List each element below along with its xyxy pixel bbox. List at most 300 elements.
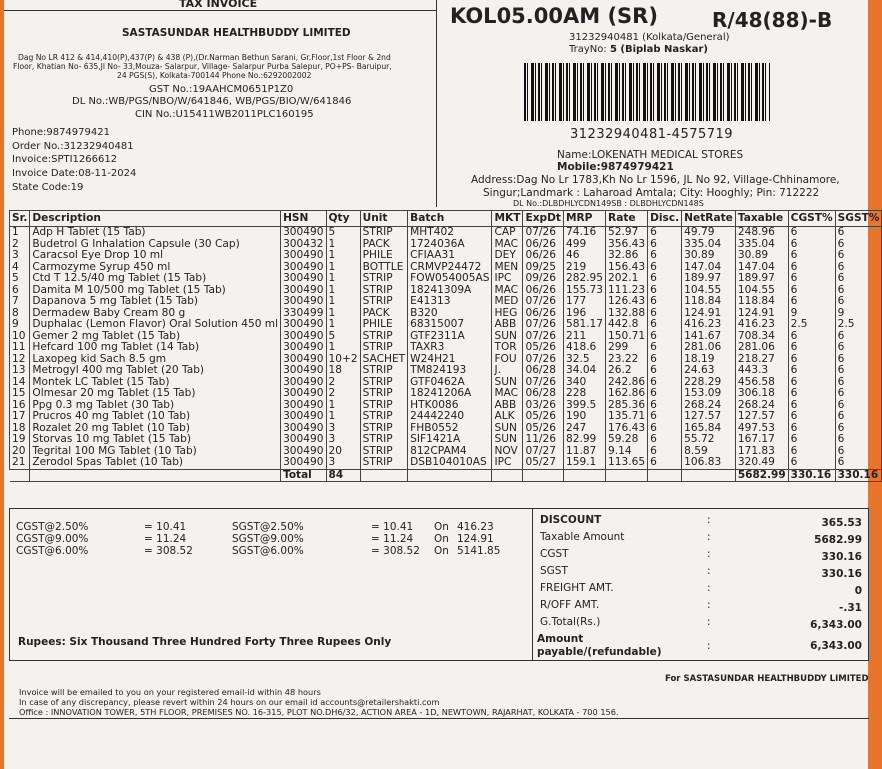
- table-cell: 6: [835, 262, 882, 274]
- column-header: Qty: [326, 211, 360, 227]
- table-cell: 218.27: [735, 354, 788, 366]
- table-cell: 6: [835, 273, 882, 285]
- tax-line-sgst-amt: = 11.24: [371, 533, 414, 545]
- empty-cell: [563, 469, 605, 482]
- colon: :: [707, 514, 711, 526]
- dl-number: DL No.:WB/PGS/NBO/W/641846, WB/PGS/BIO/W/641846: [72, 96, 352, 107]
- total-label: G.Total(Rs.): [540, 616, 601, 628]
- table-cell: 9.14: [606, 446, 648, 458]
- table-cell: 442.8: [606, 319, 648, 331]
- table-cell: MED: [492, 296, 523, 308]
- table-cell: 2.5: [835, 319, 882, 331]
- divider: [532, 508, 533, 660]
- table-cell: 24.63: [682, 365, 736, 377]
- table-cell: 07/26: [523, 296, 564, 308]
- table-cell: 708.34: [735, 331, 788, 343]
- table-cell: STRIP: [360, 285, 408, 297]
- footer-note: Invoice will be emailed to you on your registered email-id within 48 hours: [19, 687, 321, 697]
- table-cell: 6: [648, 308, 682, 320]
- table-cell: STRIP: [360, 342, 408, 354]
- table-cell: 13: [10, 365, 30, 377]
- table-cell: 1: [326, 411, 360, 423]
- table-cell: SUN: [492, 423, 523, 435]
- table-cell: 18241309A: [408, 285, 492, 297]
- table-cell: STRIP: [360, 457, 408, 469]
- table-row: [10, 388, 882, 400]
- cin-number: CIN No.:U15411WB2011PLC160195: [135, 109, 314, 120]
- table-cell: TM824193: [408, 365, 492, 377]
- table-cell: 300490: [281, 365, 326, 377]
- table-cell: 6: [835, 285, 882, 297]
- total-cgst: 330.16: [788, 469, 835, 482]
- table-cell: 104.55: [735, 285, 788, 297]
- amount-in-words: Rupees: Six Thousand Three Hundred Forty Three Rupees Only: [18, 636, 392, 648]
- table-cell: 1: [326, 296, 360, 308]
- invoice-paper: [4, 0, 880, 769]
- table-cell: 16: [10, 400, 30, 412]
- table-cell: 82.99: [563, 434, 605, 446]
- table-cell: 06/26: [523, 250, 564, 262]
- table-cell: 11.87: [563, 446, 605, 458]
- customer-mobile: Mobile:9874979421: [557, 161, 674, 173]
- table-cell: SIF1421A: [408, 434, 492, 446]
- table-cell: STRIP: [360, 365, 408, 377]
- table-cell: 6: [648, 239, 682, 251]
- column-header: Batch: [408, 211, 492, 227]
- table-cell: 156.43: [606, 262, 648, 274]
- table-cell: MEN: [492, 262, 523, 274]
- table-cell: 6: [648, 354, 682, 366]
- table-cell: 07/26: [523, 227, 564, 239]
- total-qty: 84: [326, 469, 360, 482]
- table-cell: 8.59: [682, 446, 736, 458]
- table-row: [10, 457, 882, 469]
- table-cell: 6: [835, 354, 882, 366]
- table-cell: Laxopeg kid Sach 8.5 gm: [30, 354, 281, 366]
- table-cell: 6: [835, 227, 882, 239]
- empty-cell: [492, 469, 523, 482]
- column-header: Unit: [360, 211, 408, 227]
- total-label: SGST: [540, 565, 568, 577]
- total-taxable: 5682.99: [735, 469, 788, 482]
- barcode-text: 31232940481-4575719: [570, 127, 734, 142]
- table-cell: 3: [10, 250, 30, 262]
- table-cell: 141.67: [682, 331, 736, 343]
- table-cell: 74.16: [563, 227, 605, 239]
- total-value: 330.16: [821, 551, 862, 563]
- table-cell: 3: [326, 457, 360, 469]
- table-cell: 6: [648, 273, 682, 285]
- table-cell: 300432: [281, 239, 326, 251]
- table-cell: 6: [835, 411, 882, 423]
- table-cell: 190: [563, 411, 605, 423]
- colon: :: [707, 565, 711, 577]
- phone: Phone:9874979421: [12, 127, 110, 138]
- table-cell: 416.23: [735, 319, 788, 331]
- table-cell: 06/26: [523, 285, 564, 297]
- customer-name: Name:LOKENATH MEDICAL STORES: [557, 149, 744, 161]
- company-address-line: Floor, Khatian No- 635,Jl No- 33,Mouza- Salarpur, Village- Salarpur Purba Salepur, PO+PS- Baruipur,: [13, 62, 392, 71]
- table-cell: 05/26: [523, 342, 564, 354]
- table-cell: 05/26: [523, 423, 564, 435]
- empty-cell: [523, 469, 564, 482]
- total-value: 330.16: [821, 568, 862, 580]
- table-cell: 34.04: [563, 365, 605, 377]
- total-label: CGST: [540, 548, 569, 560]
- table-cell: 1: [326, 239, 360, 251]
- table-cell: TAXR3: [408, 342, 492, 354]
- order-city: 31232940481 (Kolkata/General): [569, 32, 730, 43]
- table-cell: MAC: [492, 285, 523, 297]
- total-value: 5682.99: [814, 534, 862, 546]
- table-row: [10, 365, 882, 377]
- table-cell: 300490: [281, 250, 326, 262]
- table-cell: 49.79: [682, 227, 736, 239]
- tax-line-cgst: CGST@9.00%: [16, 533, 89, 545]
- table-cell: 418.6: [563, 342, 605, 354]
- tax-line-on-amt: 124.91: [457, 533, 494, 545]
- amount-payable-label: Amount: [537, 633, 584, 645]
- table-cell: 6: [788, 388, 835, 400]
- table-cell: 6: [788, 434, 835, 446]
- table-cell: 159.1: [563, 457, 605, 469]
- table-cell: Damita M 10/500 mg Tablet (15 Tab): [30, 285, 281, 297]
- table-cell: 282.95: [563, 273, 605, 285]
- table-cell: 26.2: [606, 365, 648, 377]
- table-cell: 11/26: [523, 434, 564, 446]
- table-cell: 306.18: [735, 388, 788, 400]
- table-cell: 55.72: [682, 434, 736, 446]
- table-cell: 6: [788, 457, 835, 469]
- table-cell: MAC: [492, 388, 523, 400]
- column-header: Taxable: [735, 211, 788, 227]
- table-cell: 228.29: [682, 377, 736, 389]
- table-cell: 8: [10, 308, 30, 320]
- table-cell: 126.43: [606, 296, 648, 308]
- items-table: [9, 210, 882, 482]
- table-cell: 7: [10, 296, 30, 308]
- table-cell: 6: [10, 285, 30, 297]
- table-cell: 1: [326, 285, 360, 297]
- table-cell: Carmozyme Syrup 450 ml: [30, 262, 281, 274]
- table-cell: 07/26: [523, 377, 564, 389]
- company-address-line: 24 PGS(S), Kolkata-700144 Phone No.:6292002002: [117, 71, 312, 80]
- table-row: [10, 342, 882, 354]
- table-cell: 300490: [281, 285, 326, 297]
- table-cell: 176.43: [606, 423, 648, 435]
- table-cell: PHILE: [360, 250, 408, 262]
- for-company: For SASTASUNDAR HEALTHBUDDY LIMITED: [665, 674, 869, 684]
- table-cell: 300490: [281, 227, 326, 239]
- table-cell: 6: [835, 400, 882, 412]
- table-cell: 299: [606, 342, 648, 354]
- table-cell: 20: [10, 446, 30, 458]
- table-cell: HTK0086: [408, 400, 492, 412]
- table-cell: 127.57: [682, 411, 736, 423]
- table-cell: 211: [563, 331, 605, 343]
- tax-line-on: On: [434, 545, 449, 557]
- table-cell: 21: [10, 457, 30, 469]
- table-row: [10, 296, 882, 308]
- table-cell: STRIP: [360, 273, 408, 285]
- table-cell: 268.24: [682, 400, 736, 412]
- tax-line-on-amt: 416.23: [457, 521, 494, 533]
- table-cell: 10+2: [326, 354, 360, 366]
- table-cell: 6: [835, 434, 882, 446]
- table-cell: 6: [788, 423, 835, 435]
- table-cell: 281.06: [735, 342, 788, 354]
- tax-line-on-amt: 5141.85: [457, 545, 501, 557]
- table-cell: 6: [835, 342, 882, 354]
- table-cell: 153.09: [682, 388, 736, 400]
- barcode: [524, 63, 770, 121]
- table-cell: SUN: [492, 434, 523, 446]
- colon: :: [707, 640, 711, 652]
- column-header: NetRate: [682, 211, 736, 227]
- table-cell: 118.84: [682, 296, 736, 308]
- table-cell: 5: [10, 273, 30, 285]
- table-cell: 06/28: [523, 388, 564, 400]
- table-cell: 1: [326, 342, 360, 354]
- table-cell: MHT402: [408, 227, 492, 239]
- table-cell: STRIP: [360, 331, 408, 343]
- table-cell: 189.97: [735, 273, 788, 285]
- table-cell: 6: [788, 377, 835, 389]
- tax-line-cgst: CGST@6.00%: [16, 545, 89, 557]
- table-cell: 12: [10, 354, 30, 366]
- table-cell: STRIP: [360, 377, 408, 389]
- table-cell: Storvas 10 mg Tablet (15 Tab): [30, 434, 281, 446]
- table-cell: GTF0462A: [408, 377, 492, 389]
- table-cell: W24H21: [408, 354, 492, 366]
- divider: [9, 508, 869, 509]
- tax-line-sgst: SGST@2.50%: [232, 521, 304, 533]
- table-cell: 32.5: [563, 354, 605, 366]
- table-cell: 6: [788, 227, 835, 239]
- table-cell: 5: [326, 331, 360, 343]
- table-cell: STRIP: [360, 227, 408, 239]
- table-cell: 177: [563, 296, 605, 308]
- table-cell: FOW054005AS: [408, 273, 492, 285]
- column-header: MKT: [492, 211, 523, 227]
- table-cell: 14: [10, 377, 30, 389]
- table-cell: E41313: [408, 296, 492, 308]
- tax-line-sgst-amt: = 10.41: [371, 521, 414, 533]
- table-cell: STRIP: [360, 296, 408, 308]
- route-code: KOL05.00AM (SR): [450, 4, 658, 28]
- table-cell: 2.5: [788, 319, 835, 331]
- table-cell: 6: [648, 400, 682, 412]
- table-cell: 07/27: [523, 446, 564, 458]
- empty-cell: [648, 469, 682, 482]
- table-cell: 124.91: [735, 308, 788, 320]
- table-cell: ABB: [492, 400, 523, 412]
- table-cell: 155.73: [563, 285, 605, 297]
- table-cell: 6: [648, 411, 682, 423]
- table-cell: 6: [648, 296, 682, 308]
- table-cell: 456.58: [735, 377, 788, 389]
- table-cell: 59.28: [606, 434, 648, 446]
- table-cell: 6: [648, 262, 682, 274]
- total-value: 0: [854, 585, 862, 597]
- divider: [9, 508, 10, 660]
- table-cell: 6: [835, 423, 882, 435]
- table-cell: 3: [326, 423, 360, 435]
- table-cell: 52.97: [606, 227, 648, 239]
- table-cell: 300490: [281, 262, 326, 274]
- table-cell: 18.19: [682, 354, 736, 366]
- table-cell: CFIAA31: [408, 250, 492, 262]
- customer-dl: DL No.:DLBDHLYCDN149SB : DLBDHLYCDN148S: [513, 199, 704, 208]
- table-cell: 6: [648, 285, 682, 297]
- table-cell: 281.06: [682, 342, 736, 354]
- table-cell: 1: [326, 273, 360, 285]
- table-row: [10, 273, 882, 285]
- column-header: Sr.: [10, 211, 30, 227]
- divider: [4, 10, 436, 11]
- table-cell: 202.1: [606, 273, 648, 285]
- table-cell: SUN: [492, 377, 523, 389]
- table-cell: Tegrital 100 MG Tablet (10 Tab): [30, 446, 281, 458]
- table-cell: 6: [788, 446, 835, 458]
- invoice-date: Invoice Date:08-11-2024: [12, 168, 137, 179]
- table-cell: 399.5: [563, 400, 605, 412]
- table-cell: HEG: [492, 308, 523, 320]
- table-cell: 6: [648, 434, 682, 446]
- column-header: MRP: [563, 211, 605, 227]
- table-cell: 46: [563, 250, 605, 262]
- table-row: [10, 319, 882, 331]
- table-cell: 300490: [281, 423, 326, 435]
- table-cell: STRIP: [360, 446, 408, 458]
- tax-line-cgst-amt: = 10.41: [144, 521, 187, 533]
- table-cell: Zerodol Spas Tablet (10 Tab): [30, 457, 281, 469]
- table-cell: Olmesar 20 mg Tablet (15 Tab): [30, 388, 281, 400]
- table-cell: 10: [10, 331, 30, 343]
- table-cell: 6: [788, 296, 835, 308]
- table-cell: 6: [648, 423, 682, 435]
- table-row: [10, 250, 882, 262]
- table-row: [10, 411, 882, 423]
- empty-cell: [408, 469, 492, 482]
- table-cell: 6: [788, 239, 835, 251]
- table-cell: 6: [835, 239, 882, 251]
- table-cell: Ctd T 12.5/40 mg Tablet (15 Tab): [30, 273, 281, 285]
- table-total-row: [10, 469, 882, 482]
- table-cell: 416.23: [682, 319, 736, 331]
- tax-line-on: On: [434, 533, 449, 545]
- table-cell: 24442240: [408, 411, 492, 423]
- table-cell: 268.24: [735, 400, 788, 412]
- company-name: SASTASUNDAR HEALTHBUDDY LIMITED: [122, 27, 351, 39]
- table-cell: STRIP: [360, 434, 408, 446]
- table-cell: 6: [788, 354, 835, 366]
- table-cell: 167.17: [735, 434, 788, 446]
- table-cell: 2: [326, 388, 360, 400]
- table-cell: 07/26: [523, 331, 564, 343]
- amount-payable-label: payable/(refundable): [537, 646, 662, 658]
- table-cell: STRIP: [360, 423, 408, 435]
- table-cell: 1724036A: [408, 239, 492, 251]
- empty-cell: [30, 469, 281, 482]
- table-cell: 812CPAM4: [408, 446, 492, 458]
- table-cell: PHILE: [360, 319, 408, 331]
- table-cell: SACHET: [360, 354, 408, 366]
- table-cell: 247: [563, 423, 605, 435]
- table-cell: 165.84: [682, 423, 736, 435]
- doc-title: TAX INVOICE: [179, 0, 258, 10]
- total-label: FREIGHT AMT.: [540, 582, 614, 594]
- table-cell: 6: [788, 285, 835, 297]
- divider: [9, 660, 869, 661]
- total-sgst: 330.16: [835, 469, 882, 482]
- table-cell: 113.65: [606, 457, 648, 469]
- table-cell: 335.04: [735, 239, 788, 251]
- customer-address-line: Singur;Landmark : Laharoad Amtala; City: Hooghly; Pin: 712222: [483, 187, 820, 199]
- table-cell: STRIP: [360, 400, 408, 412]
- table-cell: 1: [326, 250, 360, 262]
- table-cell: Prucros 40 mg Tablet (10 Tab): [30, 411, 281, 423]
- table-cell: 300490: [281, 446, 326, 458]
- table-cell: 06/28: [523, 365, 564, 377]
- table-cell: 300490: [281, 411, 326, 423]
- table-header-row: [10, 211, 882, 227]
- table-cell: 499: [563, 239, 605, 251]
- table-cell: 300490: [281, 342, 326, 354]
- table-cell: 20: [326, 446, 360, 458]
- table-cell: 1: [326, 319, 360, 331]
- empty-cell: [10, 469, 30, 482]
- table-cell: 300490: [281, 273, 326, 285]
- table-cell: 23.22: [606, 354, 648, 366]
- table-cell: 6: [835, 388, 882, 400]
- table-cell: Dermadew Baby Cream 80 g: [30, 308, 281, 320]
- customer-address-line: Address:Dag No Lr 1783,Kh No Lr 1596, JL No 92, Village-Chhinamore,: [471, 174, 840, 186]
- table-cell: 124.91: [682, 308, 736, 320]
- table-cell: 300490: [281, 377, 326, 389]
- empty-cell: [606, 469, 648, 482]
- tax-line-on: On: [434, 521, 449, 533]
- column-header: HSN: [281, 211, 326, 227]
- table-cell: 171.83: [735, 446, 788, 458]
- table-cell: B320: [408, 308, 492, 320]
- table-cell: 196: [563, 308, 605, 320]
- table-cell: 6: [788, 331, 835, 343]
- table-cell: 581.17: [563, 319, 605, 331]
- tax-line-cgst: CGST@2.50%: [16, 521, 89, 533]
- table-cell: 6: [835, 446, 882, 458]
- table-cell: 150.71: [606, 331, 648, 343]
- table-cell: NOV: [492, 446, 523, 458]
- table-cell: Caracsol Eye Drop 10 ml: [30, 250, 281, 262]
- table-cell: 6: [788, 400, 835, 412]
- table-cell: STRIP: [360, 411, 408, 423]
- column-header: Disc.: [648, 211, 682, 227]
- table-cell: 6: [648, 342, 682, 354]
- table-cell: 135.71: [606, 411, 648, 423]
- table-cell: 1: [326, 308, 360, 320]
- table-cell: SUN: [492, 331, 523, 343]
- table-cell: 111.23: [606, 285, 648, 297]
- colon: :: [707, 582, 711, 594]
- column-header: Rate: [606, 211, 648, 227]
- table-cell: 6: [648, 250, 682, 262]
- table-cell: 6: [835, 296, 882, 308]
- table-cell: 285.36: [606, 400, 648, 412]
- table-cell: 6: [648, 365, 682, 377]
- table-cell: 300490: [281, 331, 326, 343]
- table-cell: 9: [835, 308, 882, 320]
